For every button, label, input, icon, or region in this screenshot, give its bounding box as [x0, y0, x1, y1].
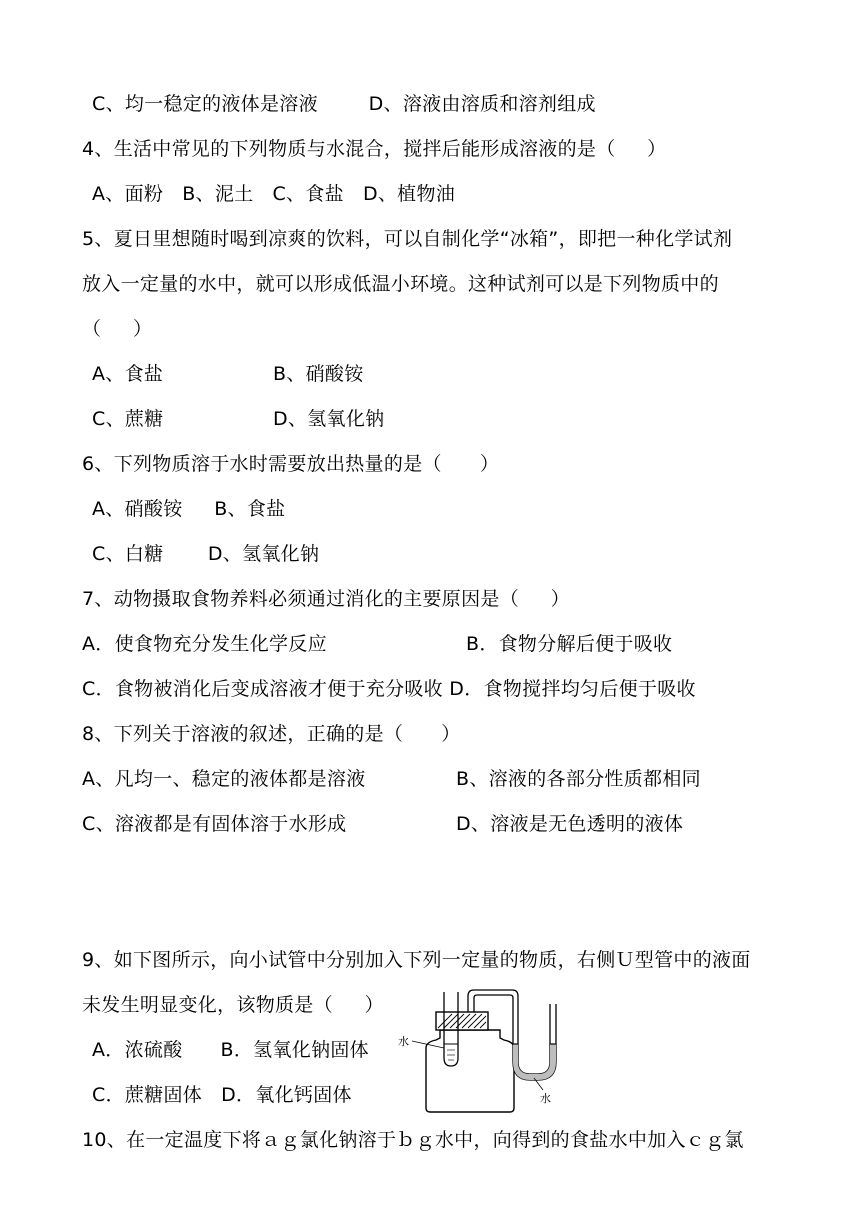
u-tube-outer: [468, 990, 550, 1074]
q5-option-d: D、氢氧化钠: [273, 408, 385, 430]
q7-option-b: B．食物分解后便于吸收: [466, 633, 673, 655]
q8-option-b: B、溶液的各部分性质都相同: [456, 768, 701, 790]
q5-stem-line2: 放入一定量的水中，就可以形成低温小环境。这种试剂可以是下列物质中的: [82, 273, 719, 295]
water-label-right: 水: [540, 1092, 551, 1105]
q7-option-a: A．使食物充分发生化学反应: [82, 633, 327, 655]
q9-stem-line1: 9、如下图所示，向小试管中分别加入下列一定量的物质，右侧Ｕ型管中的液面: [82, 949, 751, 971]
q9-options-cd: C．蔗糖固体 D．氧化钙固体: [92, 1084, 352, 1106]
q4-stem: 4、生活中常见的下列物质与水混合，搅拌后能形成溶液的是（ ）: [82, 138, 667, 160]
q5-stem-line1: 5、夏日里想随时喝到凉爽的饮料，可以自制化学“冰箱”，即把一种化学试剂: [82, 228, 733, 250]
u-tube-apparatus-figure: [398, 982, 578, 1116]
q8-option-a: A、凡均一、稳定的液体都是溶液: [82, 768, 366, 790]
wide-mouth-bottle: [426, 1030, 514, 1112]
q3-options-cd: C、均一稳定的液体是溶液 D、溶液由溶质和溶剂组成: [92, 93, 596, 115]
q6-options-ab: A、硝酸铵 B、食盐: [92, 498, 286, 520]
q8-stem: 8、下列关于溶液的叙述，正确的是（ ）: [82, 723, 461, 745]
label-leader-left: [412, 1041, 444, 1048]
q9-options-ab: A．浓硫酸 B．氢氧化钠固体: [92, 1039, 369, 1061]
q10-stem: 10、在一定温度下将ａｇ氯化钠溶于ｂｇ水中，向得到的食盐水中加入ｃｇ氯: [82, 1129, 744, 1151]
q6-options-cd: C、白糖 D、氢氧化钠: [92, 543, 320, 565]
q7-options-cd: C．食物被消化后变成溶液才便于充分吸收 D．食物搅拌均匀后便于吸收: [82, 678, 696, 700]
q5-option-a: A、食盐: [92, 363, 164, 385]
q5-stem-line3: （ ）: [82, 318, 153, 340]
water-label-left: 水: [398, 1035, 409, 1048]
q7-stem: 7、动物摄取食物养料必须通过消化的主要原因是（ ）: [82, 588, 570, 610]
q8-option-d: D、溶液是无色透明的液体: [456, 813, 684, 835]
q5-option-c: C、蔗糖: [92, 408, 164, 430]
q9-stem-line2: 未发生明显变化，该物质是（ ）: [82, 994, 384, 1016]
q4-options: A、面粉 B、泥土 C、食盐 D、植物油: [92, 183, 456, 205]
q5-option-b: B、硝酸铵: [273, 363, 364, 385]
q8-option-c: C、溶液都是有固体溶于水形成: [82, 813, 347, 835]
q6-stem: 6、下列物质溶于水时需要放出热量的是（ ）: [82, 453, 500, 475]
